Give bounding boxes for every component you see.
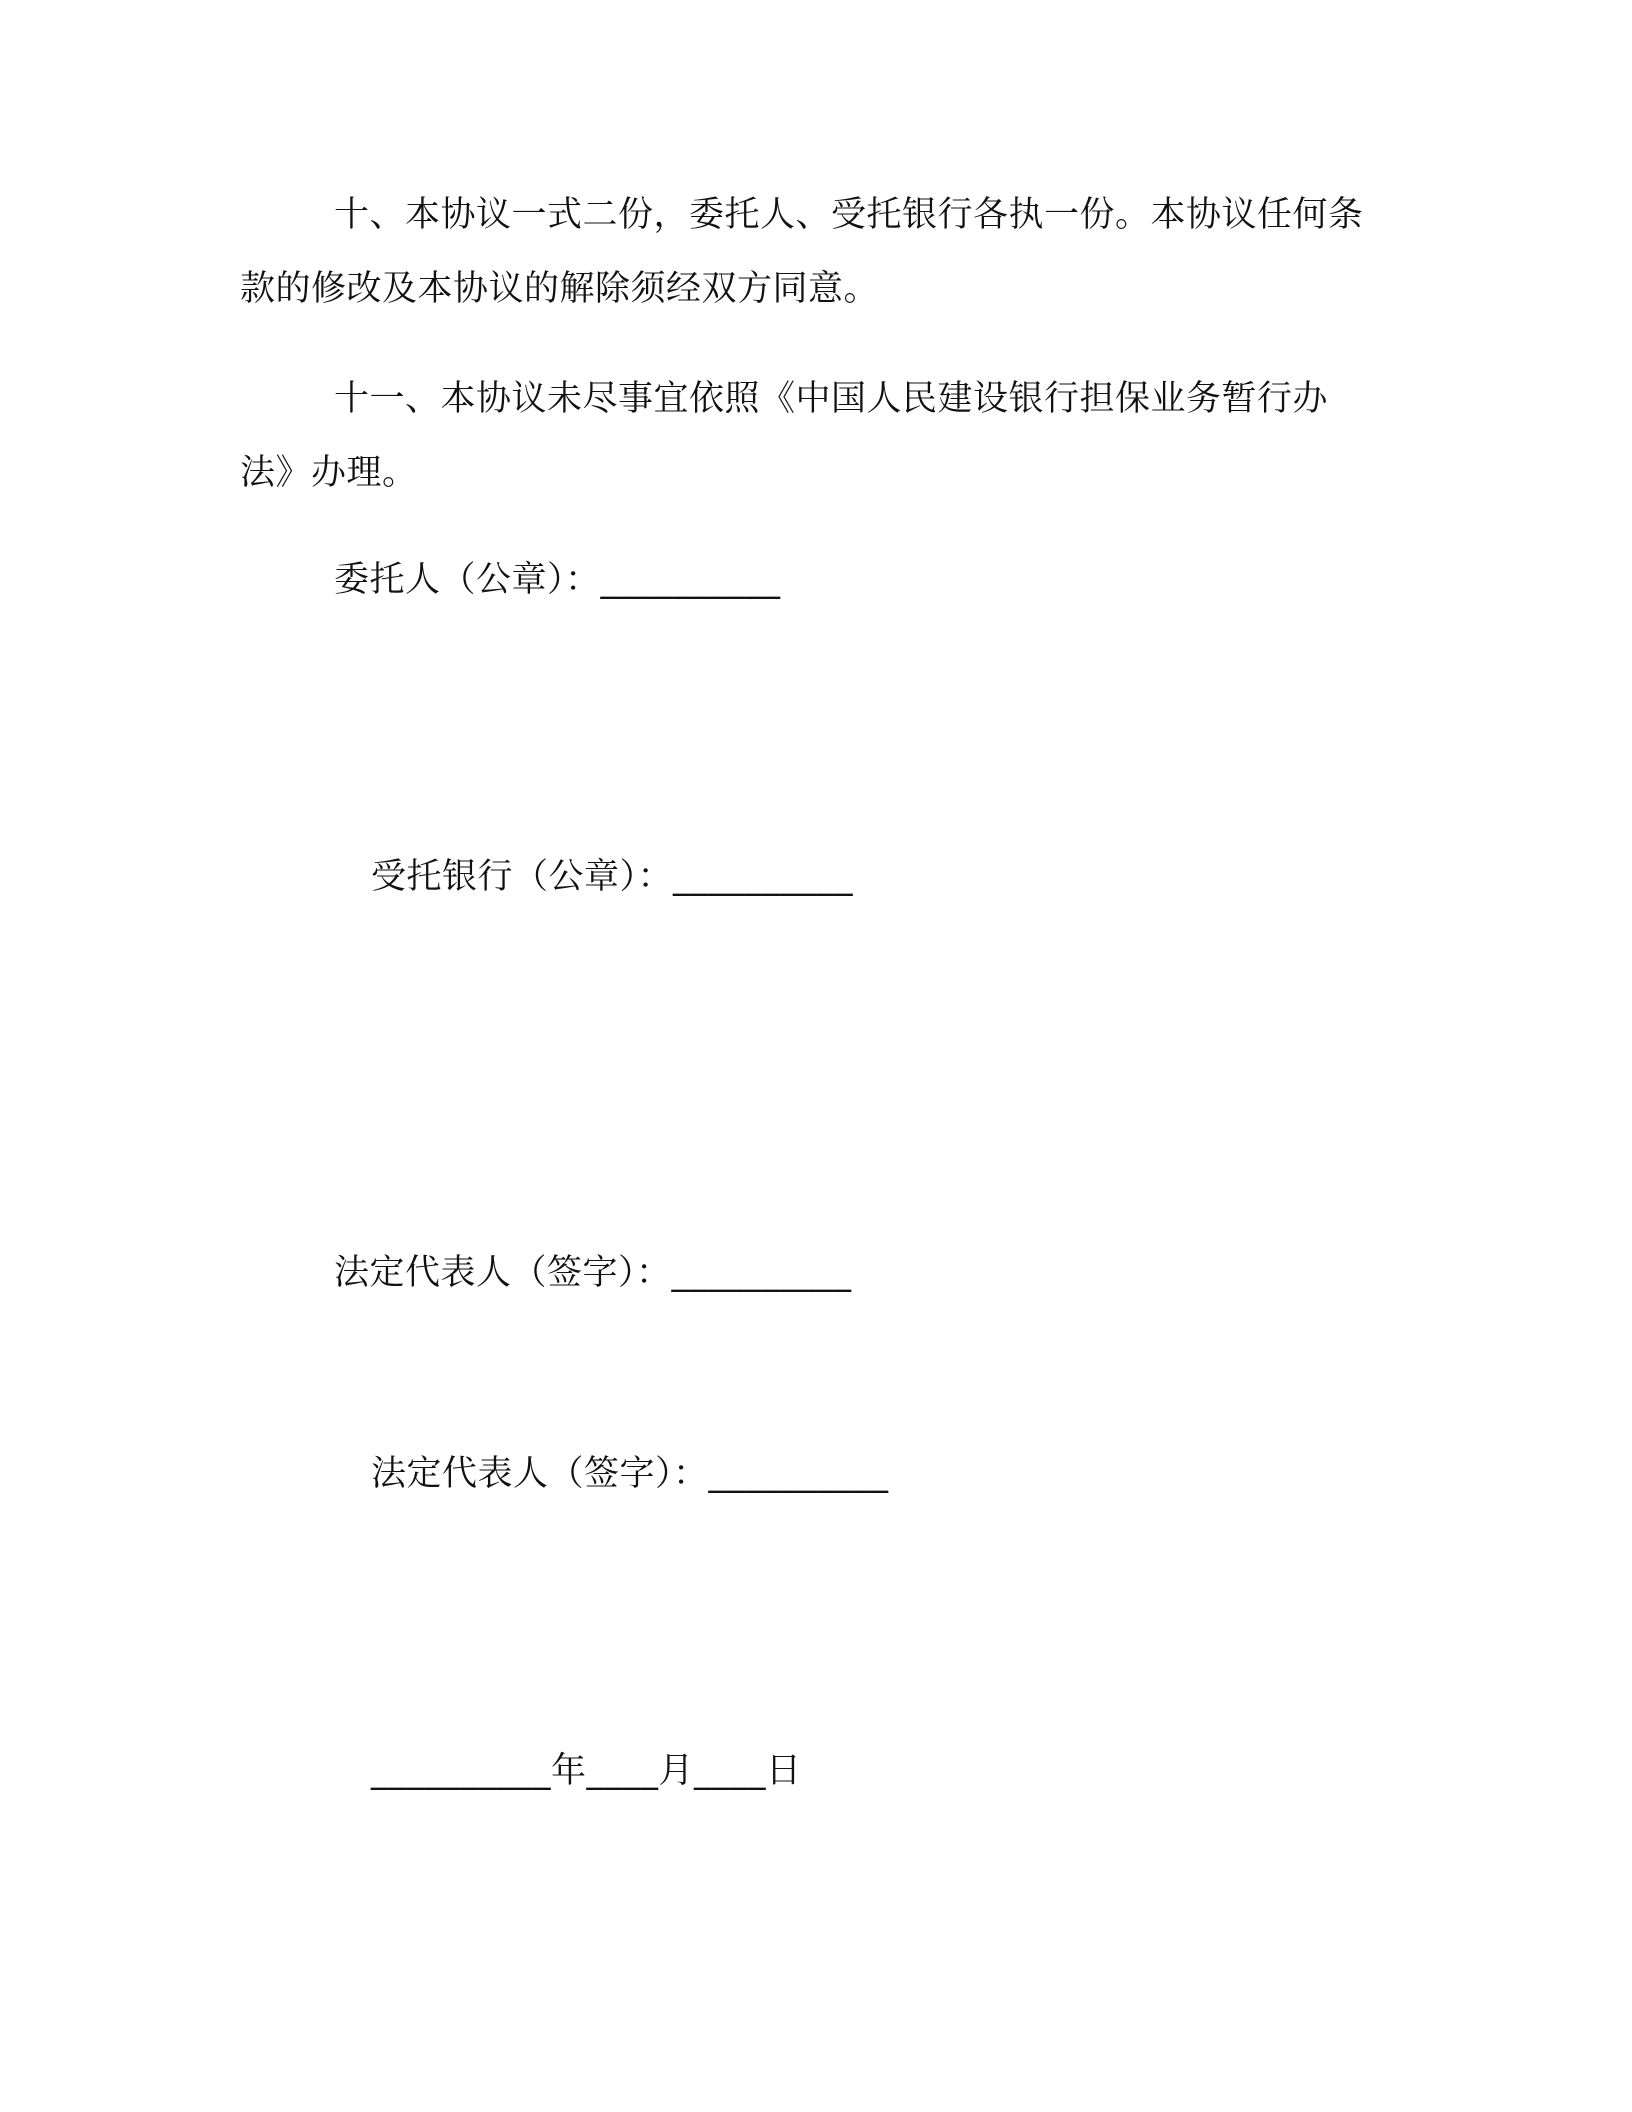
date-line: __________年____月____日 xyxy=(371,1751,802,1791)
clause-10: 十、本协议一式二份，委托人、受托银行各执一份。本协议任何条款的修改及本协议的解除须经双方同意。 xyxy=(240,195,1364,309)
principal-seal-line: 委托人（公章）：__________ xyxy=(334,560,781,600)
bank-representative-signature-line: 法定代表人（签字）：__________ xyxy=(371,1454,889,1494)
bank-seal-line: 受托银行（公章）：__________ xyxy=(371,857,854,897)
principal-representative-signature-line: 法定代表人（签字）：__________ xyxy=(334,1253,852,1293)
clause-11: 十一、本协议未尽事宜依照《中国人民建设银行担保业务暂行办法》办理。 xyxy=(240,379,1329,493)
